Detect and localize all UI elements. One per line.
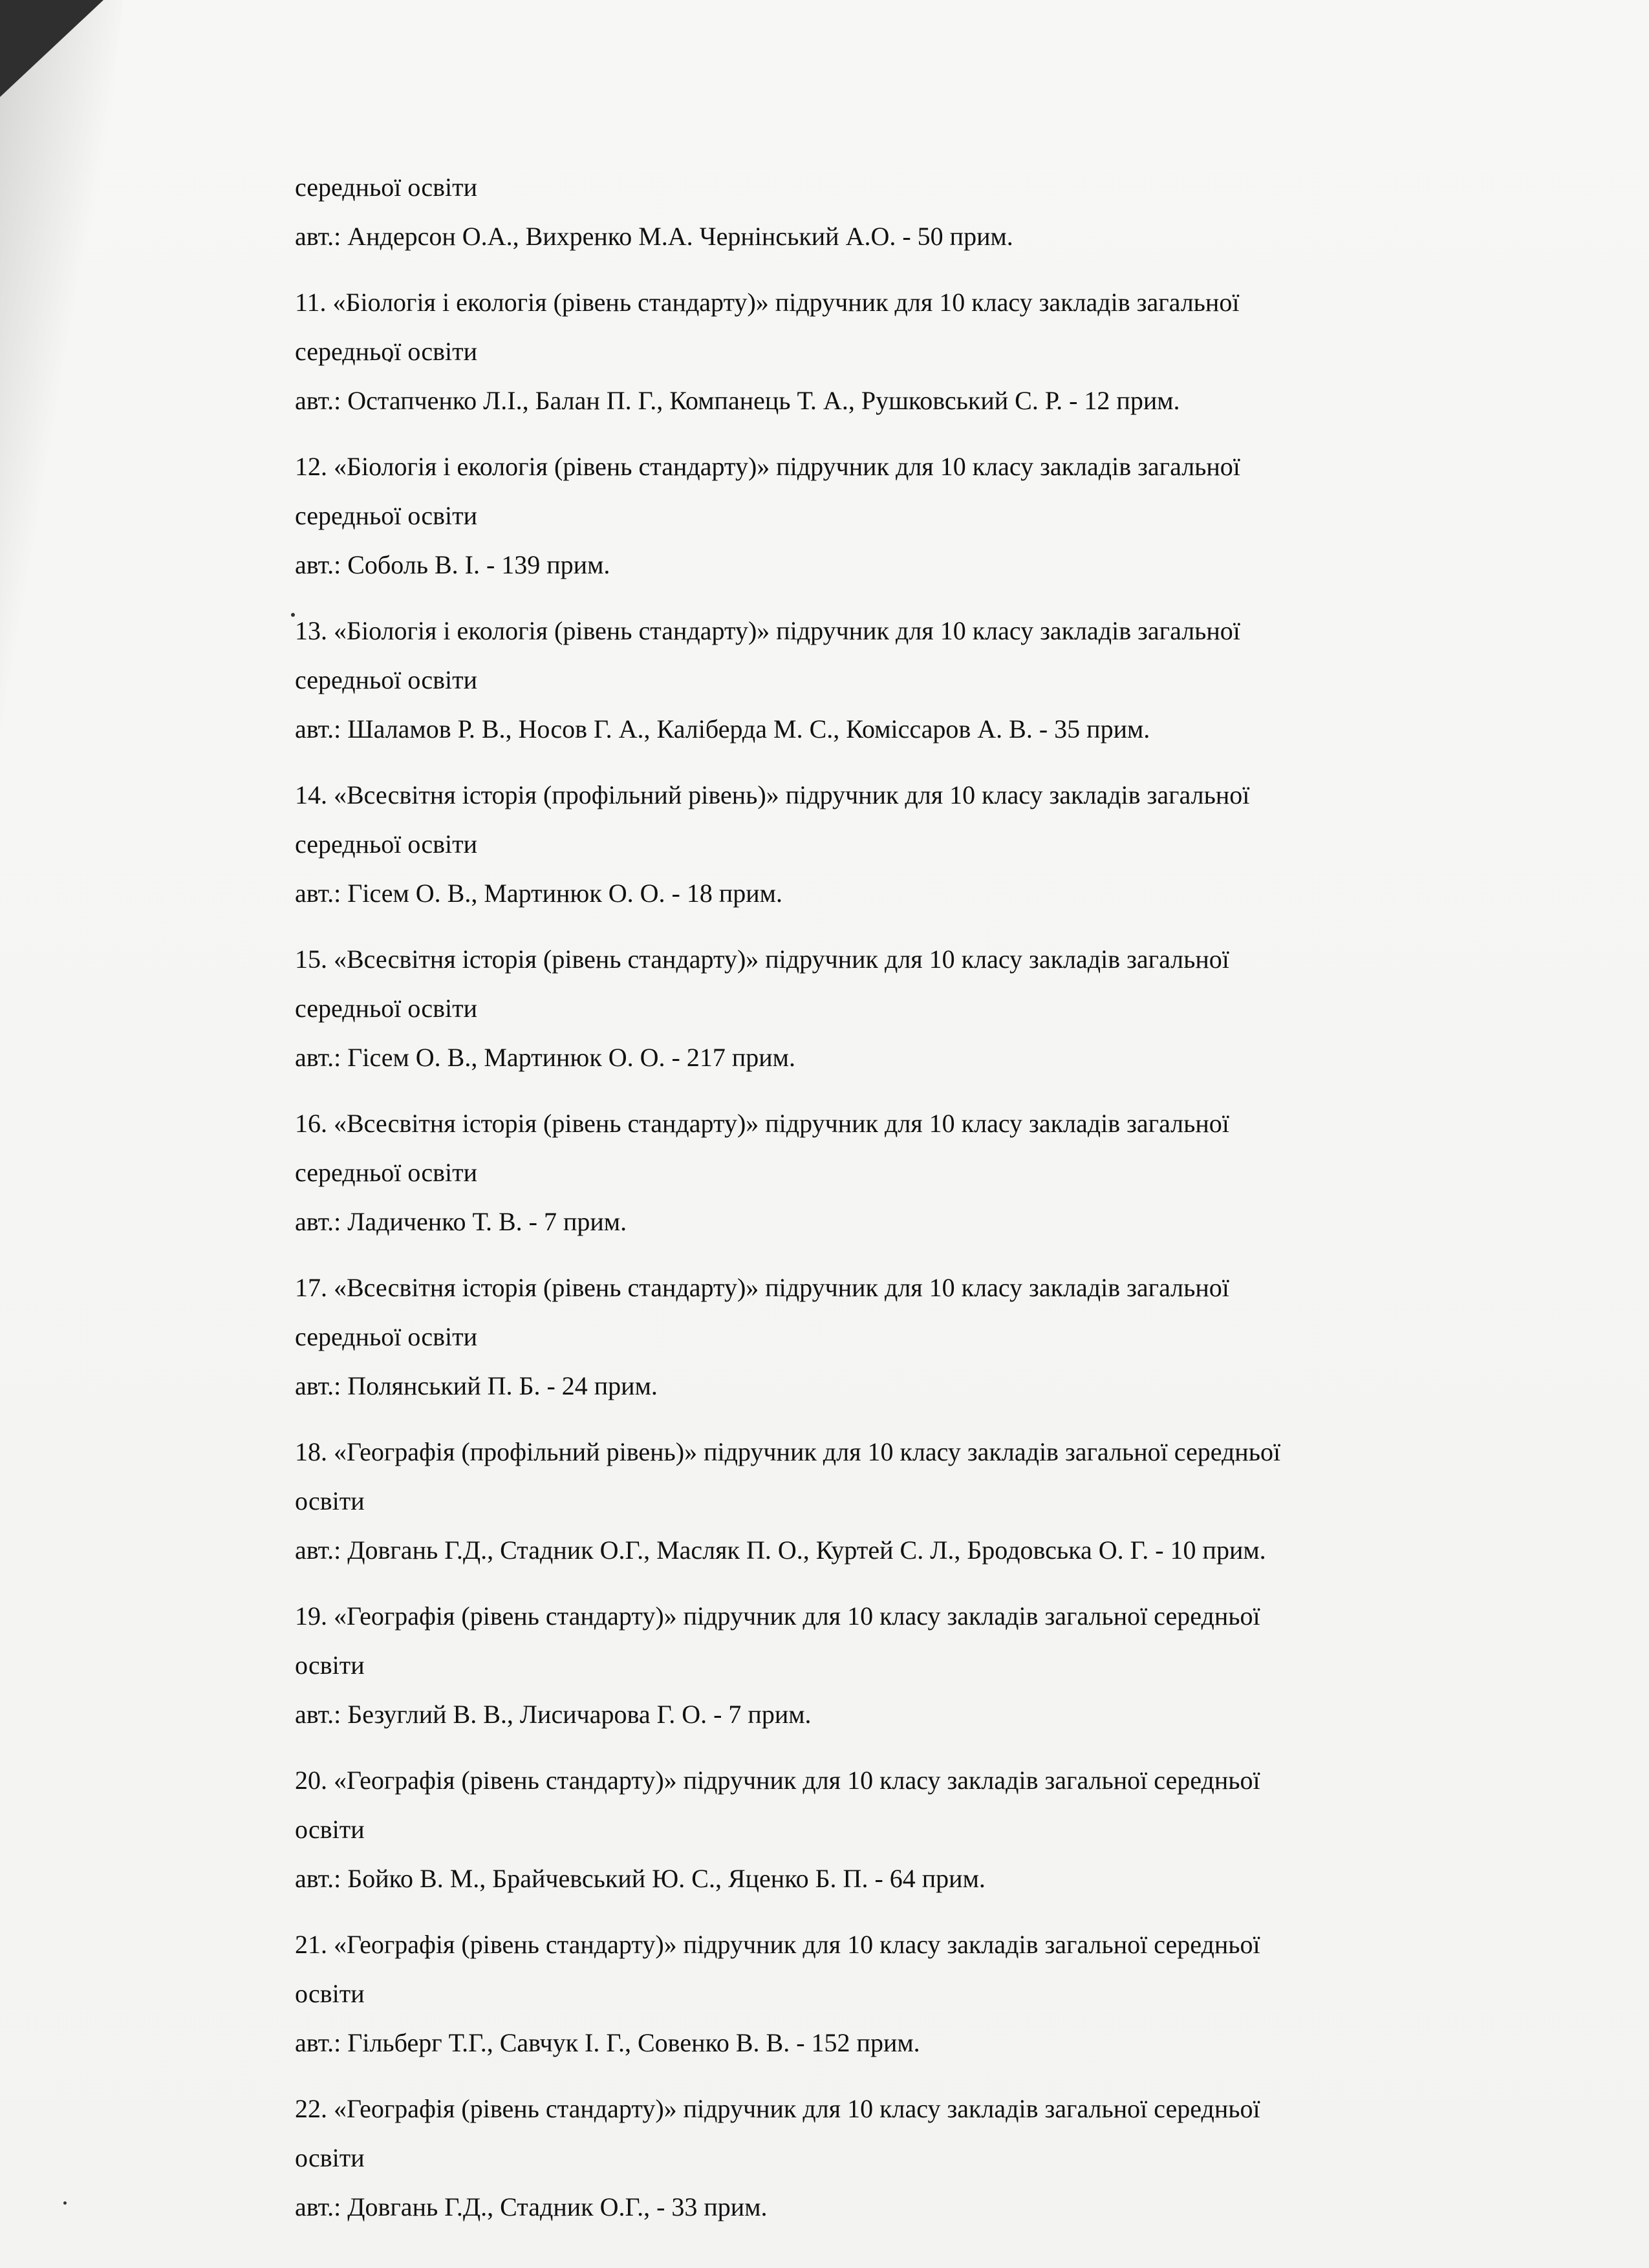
entry-title: 14. «Всесвітня історія (профільний рівень)» підручник для 10 класу закладів загальної (295, 780, 1250, 809)
list-entry (295, 442, 1562, 590)
list-entry (295, 1428, 1562, 1575)
entry-authors: авт.: Шаламов Р. В., Носов Г. А., Каліберда М. С., Коміссаров А. В. - 35 прим. (295, 714, 1150, 744)
entry-title-continued: освіти (295, 1651, 365, 1680)
entry-title-continued: середньої освіти (295, 501, 477, 530)
entry-title-continued: освіти (295, 2143, 365, 2172)
entry-title-continued: освіти (295, 1815, 365, 1844)
entry-title-continued: середньої освіти (295, 337, 477, 366)
entry-title-continued: середньої освіти (295, 829, 477, 859)
entry-authors: авт.: Полянський П. Б. - 24 прим. (295, 1371, 658, 1400)
entry-title: 18. «Географія (профільний рівень)» підручник для 10 класу закладів загальної середньої (295, 1437, 1281, 1466)
list-entry (295, 2084, 1562, 2232)
entry-title: 22. «Географія (рівень стандарту)» підручник для 10 класу закладів загальної середньої (295, 2094, 1260, 2123)
entry-authors: авт.: Соболь В. І. - 139 прим. (295, 550, 610, 579)
entry-title: 20. «Географія (рівень стандарту)» підручник для 10 класу закладів загальної середньої (295, 1766, 1260, 1795)
speck-mark (63, 2201, 67, 2205)
list-entry (295, 278, 1562, 425)
entry-title-continued: освіти (295, 1486, 365, 1515)
entry-authors: авт.: Довгань Г.Д., Стадник О.Г., Масляк П. О., Куртей С. Л., Бродовська О. Г. - 10 прим. (295, 1535, 1266, 1565)
entry-title: 16. «Всесвітня історія (рівень стандарту)» підручник для 10 класу закладів загальної (295, 1109, 1229, 1138)
entry-title-continued: середньої освіти (295, 1322, 477, 1351)
list-entry (295, 1756, 1562, 1903)
entry-authors: авт.: Ладиченко Т. В. - 7 прим. (295, 1207, 627, 1236)
list-entry (295, 771, 1562, 918)
entry-title-continued: середньої освіти (295, 665, 477, 694)
entry-authors: авт.: Довгань Г.Д., Стадник О.Г., - 33 прим. (295, 2192, 768, 2221)
entry-authors: авт.: Гільберг Т.Г., Савчук І. Г., Совенко В. В. - 152 прим. (295, 2028, 920, 2057)
entry-authors: авт.: Остапченко Л.І., Балан П. Г., Компанець Т. А., Рушковський С. Р. - 12 прим. (295, 386, 1180, 415)
entry-title-continued: середньої освіти (295, 1158, 477, 1187)
list-entry (295, 1263, 1562, 1411)
textbook-list (295, 163, 1562, 2249)
entry-title-end: середньої освіти (295, 173, 477, 202)
entry-title-continued: середньої освіти (295, 994, 477, 1023)
list-entry (295, 163, 1562, 261)
entry-title: 12. «Біологія і екологія (рівень стандарту)» підручник для 10 класу закладів загальної (295, 452, 1240, 481)
entry-authors: авт.: Гісем О. В., Мартинюк О. О. - 217 прим. (295, 1043, 795, 1072)
list-entry (295, 606, 1562, 754)
entry-title: 13. «Біологія і екологія (рівень стандарту)» підручник для 10 класу закладів загальної (295, 616, 1240, 645)
entry-authors: авт.: Гісем О. В., Мартинюк О. О. - 18 прим. (295, 879, 782, 908)
list-entry (295, 1099, 1562, 1246)
entry-authors: авт.: Бойко В. М., Брайчевський Ю. С., Яценко Б. П. - 64 прим. (295, 1864, 986, 1893)
scan-shadow-edge (0, 0, 123, 1164)
entry-title: 15. «Всесвітня історія (рівень стандарту)» підручник для 10 класу закладів загальної (295, 945, 1229, 974)
entry-title: 21. «Географія (рівень стандарту)» підручник для 10 класу закладів загальної середньої (295, 1930, 1260, 1959)
entry-title: 19. «Географія (рівень стандарту)» підручник для 10 класу закладів загальної середньої (295, 1601, 1260, 1631)
list-entry (295, 1592, 1562, 1739)
scan-dark-corner (0, 0, 103, 97)
entry-title: 11. «Біологія і екологія (рівень стандарту)» підручник для 10 класу закладів загальної (295, 288, 1240, 317)
entry-authors: авт.: Безуглий В. В., Лисичарова Г. О. - 7 прим. (295, 1700, 812, 1729)
entry-title-continued: освіти (295, 1979, 365, 2008)
list-entry (295, 935, 1562, 1082)
entry-title: 17. «Всесвітня історія (рівень стандарту)» підручник для 10 класу закладів загальної (295, 1273, 1229, 1302)
entry-authors: авт.: Андерсон О.А., Вихренко М.А. Чернінський А.О. - 50 прим. (295, 222, 1013, 251)
list-entry (295, 1920, 1562, 2068)
